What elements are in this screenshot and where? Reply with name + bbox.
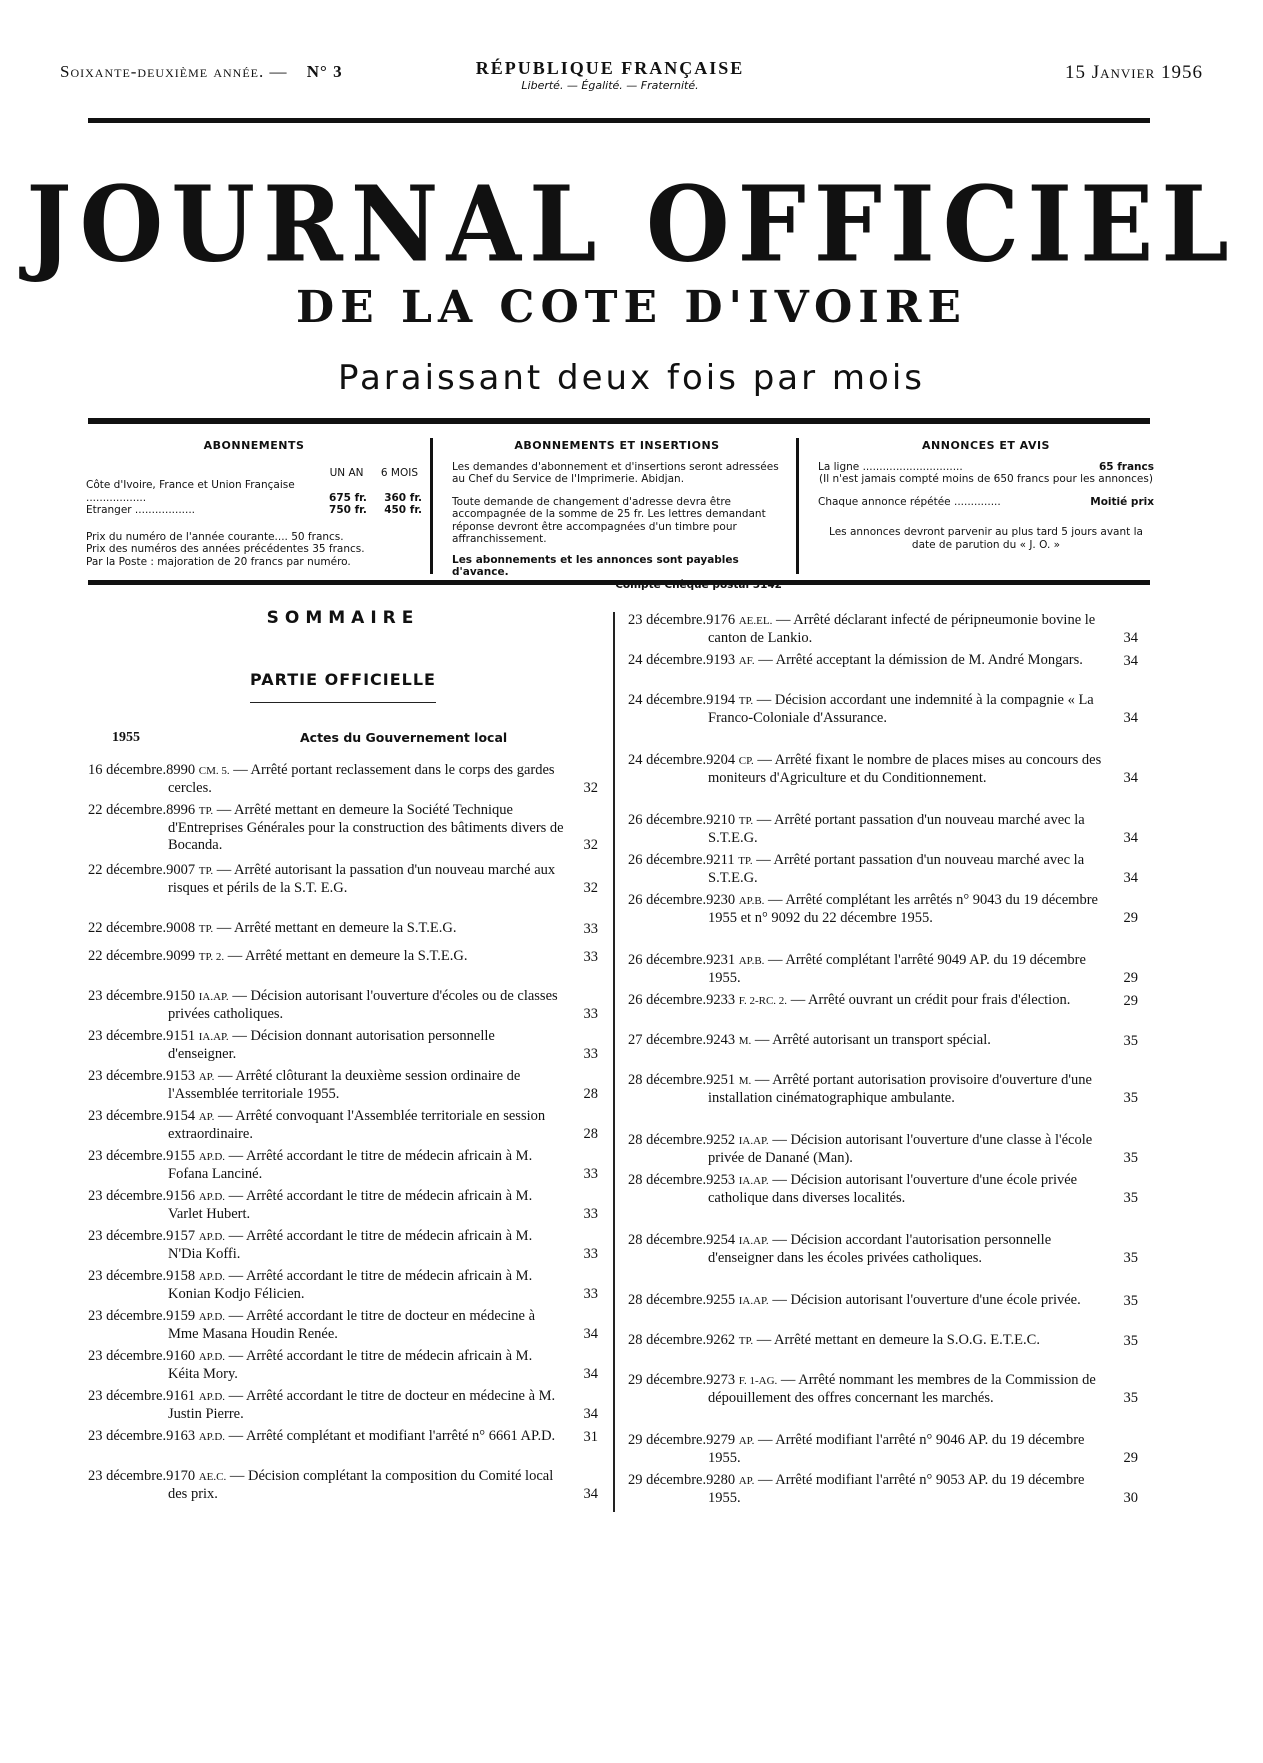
issue-number: N° 3	[306, 62, 343, 81]
entry-text: — Arrêté nommant les membres de la Commission de dépouillement des offres concernant les marchés.	[708, 1372, 1096, 1406]
boxes-bottom-rule	[88, 580, 1150, 585]
entry-code: M.	[738, 1075, 752, 1087]
row2-prices: 750 fr. 450 fr.	[329, 504, 422, 516]
row1-label: Côte d'Ivoire, France et Union Française ..................	[86, 479, 295, 504]
entry-text: — Décision complétant la composition du Comité local des prix.	[168, 1468, 554, 1502]
sommaire-title: SOMMAIRE	[266, 608, 420, 628]
year-label: Soixante-deuxième année. — N° 3	[60, 62, 343, 81]
contents-entry	[628, 1292, 1138, 1310]
entry-number: 9156	[166, 1188, 196, 1204]
entry-date: 22 décembre.	[88, 802, 167, 818]
entry-number: 9176	[706, 612, 736, 628]
entry-date: 22 décembre.	[88, 862, 167, 878]
entry-page: 35	[1123, 1190, 1138, 1206]
entry-number: 8996	[166, 802, 196, 818]
entry-number: 9151	[166, 1028, 196, 1044]
annonces-delai: Les annonces devront parvenir au plus tard 5 jours avant la date de parution du « J. O. »	[829, 526, 1143, 551]
entry-date: 23 décembre.	[88, 1428, 167, 1444]
entry-text: — Arrêté modifiant l'arrêté n° 9053 AP. du 19 décembre 1955.	[708, 1472, 1085, 1506]
box-divider-2	[796, 438, 799, 574]
entry-page: 32	[583, 837, 598, 853]
entry-date: 26 décembre.	[628, 992, 707, 1008]
entry-date: 23 décembre.	[628, 612, 707, 628]
entry-date: 23 décembre.	[88, 1108, 167, 1124]
column-separator	[613, 612, 615, 1512]
row2-label: Etranger ..................	[86, 504, 196, 516]
entry-date: 23 décembre.	[88, 1068, 167, 1084]
entry-code: TP.	[738, 1335, 754, 1347]
entry-date: 28 décembre.	[628, 1292, 707, 1308]
entry-code: TP.	[738, 695, 754, 707]
entry-number: 9243	[706, 1032, 736, 1048]
contents-entry	[628, 652, 1138, 670]
entry-number: 9158	[166, 1268, 196, 1284]
entry-page: 33	[583, 949, 598, 965]
entry-page: 32	[583, 880, 598, 896]
entry-number: 9211	[706, 852, 735, 868]
contents-entry	[628, 1372, 1138, 1407]
entry-text: — Décision accordant une indemnité à la compagnie « La Franco-Coloniale d'Assurance.	[708, 692, 1094, 726]
entry-number: 9155	[166, 1148, 196, 1164]
entry-code: AP.D.	[198, 1231, 226, 1243]
entry-number: 9255	[706, 1292, 736, 1308]
contents-entry	[88, 988, 598, 1023]
entry-date: 23 décembre.	[88, 1188, 167, 1204]
entry-code: TP.	[198, 923, 214, 935]
entry-page: 28	[583, 1126, 598, 1142]
entry-date: 29 décembre.	[628, 1472, 707, 1488]
entry-number: 9163	[166, 1428, 196, 1444]
entry-page: 34	[1123, 870, 1138, 886]
contents-entry	[88, 802, 598, 854]
insertions-p3: Les abonnements et les annonces sont payables d'avance.	[452, 553, 739, 578]
contents-entry	[88, 762, 598, 797]
entry-text: — Arrêté fixant le nombre de places mises au concours des moniteurs d'Agriculture et du Conditionnement.	[708, 752, 1102, 786]
entry-code: IA.AP.	[738, 1175, 769, 1187]
entry-text: — Décision autorisant l'ouverture d'écoles ou de classes privées catholiques.	[168, 988, 558, 1022]
entry-code: AP.B.	[738, 895, 765, 907]
box-divider-1	[430, 438, 433, 574]
entry-text: — Arrêté autorisant un transport spécial.	[754, 1032, 991, 1048]
entry-text: — Arrêté acceptant la démission de M. André Mongars.	[758, 652, 1083, 668]
entry-code: AP.D.	[198, 1191, 226, 1203]
entry-code: AP.	[198, 1071, 215, 1083]
republic-block	[430, 58, 790, 92]
republic-motto: Liberté. — Égalité. — Fraternité.	[521, 79, 699, 92]
contents-entry	[88, 862, 598, 897]
entry-page: 35	[1123, 1390, 1138, 1406]
entry-text: — Arrêté accordant le titre de médecin africain à M. N'Dia Koffi.	[168, 1228, 533, 1262]
issue-date: 15 Janvier 1956	[1065, 62, 1203, 83]
contents-entry	[88, 1188, 598, 1223]
contents-entry	[88, 1388, 598, 1423]
sommaire-section: Actes du Gouvernement local	[300, 730, 508, 745]
contents-entry	[628, 952, 1138, 987]
abonnements-row-1	[86, 479, 422, 504]
entry-text: — Arrêté portant reclassement dans le corps des gardes cercles.	[168, 762, 555, 796]
entry-number: 9210	[706, 812, 736, 828]
entry-text: — Décision autorisant l'ouverture d'une école privée.	[772, 1292, 1081, 1308]
entry-date: 29 décembre.	[628, 1372, 707, 1388]
entry-page: 33	[583, 1006, 598, 1022]
contents-entry	[628, 892, 1138, 927]
entry-code: AP.	[738, 1475, 755, 1487]
entry-date: 23 décembre.	[88, 1468, 167, 1484]
entry-code: F. 1-AG.	[738, 1375, 778, 1387]
contents-entry	[88, 1268, 598, 1303]
entry-page: 34	[1123, 830, 1138, 846]
journal-title: JOURNAL OFFICIEL	[26, 163, 1237, 286]
entry-code: TP.	[738, 815, 754, 827]
entry-code: IA.AP.	[198, 991, 229, 1003]
entry-text: — Arrêté accordant le titre de docteur en médecine à M. Justin Pierre.	[168, 1388, 556, 1422]
entry-date: 23 décembre.	[88, 1388, 167, 1404]
contents-entry	[88, 1108, 598, 1143]
contents-entry	[88, 1468, 598, 1503]
contents-entry	[628, 1472, 1138, 1507]
entry-page: 34	[1123, 770, 1138, 786]
entry-page: 29	[1123, 1450, 1138, 1466]
contents-entry	[628, 692, 1138, 727]
entry-date: 28 décembre.	[628, 1172, 707, 1188]
entry-text: — Décision autorisant l'ouverture d'une classe à l'école privée de Danané (Man).	[708, 1132, 1093, 1166]
entry-code: AP.D.	[198, 1151, 226, 1163]
contents-entry	[88, 1028, 598, 1063]
contents-entry	[628, 752, 1138, 787]
entry-text: — Décision donnant autorisation personnelle d'enseigner.	[168, 1028, 495, 1062]
entry-number: 9153	[166, 1068, 196, 1084]
annonces-title: ANNONCES ET AVIS	[922, 439, 1050, 452]
entry-number: 9273	[706, 1372, 736, 1388]
entry-number: 8990	[166, 762, 196, 778]
entry-number: 9161	[166, 1388, 196, 1404]
entry-code: TP.	[198, 865, 214, 877]
entry-date: 23 décembre.	[88, 1228, 167, 1244]
abonnements-row-2	[86, 504, 422, 517]
entry-date: 26 décembre.	[628, 852, 707, 868]
contents-entry	[88, 1348, 598, 1383]
contents-entry	[628, 812, 1138, 847]
entry-page: 34	[583, 1406, 598, 1422]
entry-page: 34	[1123, 630, 1138, 646]
entry-page: 33	[583, 1206, 598, 1222]
entry-date: 28 décembre.	[628, 1232, 707, 1248]
entry-number: 9280	[706, 1472, 736, 1488]
entry-page: 33	[583, 1286, 598, 1302]
entry-date: 26 décembre.	[628, 952, 707, 968]
repetee-row	[818, 496, 1154, 509]
contents-entry	[628, 852, 1138, 887]
entry-date: 22 décembre.	[88, 948, 167, 964]
entry-page: 29	[1123, 993, 1138, 1009]
entry-number: 9150	[166, 988, 196, 1004]
entry-number: 9157	[166, 1228, 196, 1244]
entry-date: 26 décembre.	[628, 892, 707, 908]
entry-text: — Arrêté mettant en demeure la S.T.E.G.	[227, 948, 468, 964]
ligne-label: La ligne ..............................	[818, 460, 963, 473]
entry-page: 35	[1123, 1033, 1138, 1049]
entry-text: — Arrêté accordant le titre de médecin africain à M. Konian Kodjo Félicien.	[168, 1268, 533, 1302]
entry-code: AF.	[738, 655, 755, 667]
entry-code: AP.B.	[738, 955, 765, 967]
entry-number: 9204	[706, 752, 736, 768]
ligne-value: 65 francs	[1098, 460, 1154, 473]
entry-code: AP.D.	[198, 1351, 226, 1363]
entry-text: — Arrêté complétant l'arrêté 9049 AP. du 19 décembre 1955.	[708, 952, 1086, 986]
entry-page: 30	[1123, 1490, 1138, 1506]
abonnements-columns	[86, 467, 422, 480]
contents-entry	[628, 1032, 1138, 1050]
entry-number: 9262	[706, 1332, 736, 1348]
contents-entry	[628, 1072, 1138, 1107]
contents-entry	[88, 1428, 598, 1446]
journal-subtitle: DE LA COTE D'IVOIRE	[296, 282, 967, 333]
entry-number: 9154	[166, 1108, 196, 1124]
entry-date: 24 décembre.	[628, 752, 707, 768]
contents-entry	[628, 1432, 1138, 1467]
entry-page: 33	[583, 1166, 598, 1182]
entry-date: 24 décembre.	[628, 692, 707, 708]
entry-text: — Arrêté accordant le titre de docteur en médecine à Mme Masana Houdin Renée.	[168, 1308, 536, 1342]
entry-code: F. 2-RC. 2.	[738, 995, 788, 1007]
journal-tagline: Paraissant deux fois par mois	[337, 358, 926, 398]
entry-page: 29	[1123, 910, 1138, 926]
abonnements-prix	[86, 531, 422, 569]
contents-entry	[88, 1148, 598, 1183]
entry-page: 31	[583, 1429, 598, 1445]
ligne-row	[818, 461, 1154, 474]
contents-entry	[628, 1172, 1138, 1207]
entry-code: IA.AP.	[738, 1135, 769, 1147]
entry-number: 9194	[706, 692, 736, 708]
col-6-mois: 6 MOIS	[380, 466, 418, 479]
entry-text: — Arrêté ouvrant un crédit pour frais d'élection.	[790, 992, 1071, 1008]
entry-page: 35	[1123, 1150, 1138, 1166]
entry-page: 34	[583, 1486, 598, 1502]
prix-line-3: Par la Poste : majoration de 20 francs par numéro.	[86, 555, 351, 568]
contents-entry	[88, 948, 598, 966]
annonces-minimum: (Il n'est jamais compté moins de 650 francs pour les annonces)	[819, 473, 1153, 485]
repetee-label: Chaque annonce répétée ..............	[818, 495, 1001, 508]
entry-page: 35	[1123, 1293, 1138, 1309]
prix-line-2: Prix des numéros des années précédentes 35 francs.	[86, 543, 365, 555]
entry-page: 35	[1123, 1090, 1138, 1106]
entry-text: — Arrêté clôturant la deuxième session ordinaire de l'Assemblée territoriale 1955.	[168, 1068, 521, 1102]
entry-page: 34	[1123, 710, 1138, 726]
entry-number: 9007	[166, 862, 196, 878]
entry-code: AE.EL.	[738, 615, 773, 627]
entry-code: IA.AP.	[738, 1235, 769, 1247]
contents-entry	[628, 1132, 1138, 1167]
entry-text: — Arrêté portant passation d'un nouveau marché avec la S.T.E.G.	[708, 812, 1085, 846]
entry-text: — Décision accordant l'autorisation personnelle d'enseigner dans les écoles privées catholiques.	[708, 1232, 1052, 1266]
entry-code: AP.	[198, 1111, 215, 1123]
entry-page: 35	[1123, 1250, 1138, 1266]
entry-text: — Arrêté mettant en demeure la S.T.E.G.	[216, 920, 457, 936]
entry-code: AE.C.	[198, 1471, 227, 1483]
entry-code: AP.D.	[198, 1431, 226, 1443]
entry-number: 9279	[706, 1432, 736, 1448]
entry-date: 23 décembre.	[88, 1028, 167, 1044]
entry-number: 9160	[166, 1348, 196, 1364]
entry-text: — Arrêté portant passation d'un nouveau marché avec la S.T.E.G.	[708, 852, 1085, 886]
insertions-title: ABONNEMENTS ET INSERTIONS	[514, 439, 720, 452]
entry-number: 9170	[166, 1468, 196, 1484]
entry-text: — Arrêté portant autorisation provisoire d'ouverture d'une installation cinématographique ambulante.	[708, 1072, 1092, 1106]
boxes-top-rule	[88, 418, 1150, 424]
partie-rule	[250, 702, 436, 703]
repetee-value: Moitié prix	[1090, 495, 1154, 508]
entry-date: 28 décembre.	[628, 1132, 707, 1148]
entry-text: — Arrêté accordant le titre de médecin africain à M. Kéita Mory.	[168, 1348, 533, 1382]
entry-number: 9231	[706, 952, 736, 968]
entry-code: TP.	[198, 805, 214, 817]
partie-officielle: PARTIE OFFICIELLE	[250, 670, 436, 689]
entry-code: CP.	[738, 755, 754, 767]
entry-page: 34	[583, 1366, 598, 1382]
entry-number: 9233	[706, 992, 736, 1008]
entry-page: 33	[583, 1046, 598, 1062]
prix-line-1: Prix du numéro de l'année courante.... 50 francs.	[86, 530, 344, 543]
insertions-p2: Toute demande de changement d'adresse devra être accompagnée de la somme de 25 fr. Les lettres demandant réponse devront être accompagnées d'un timbre pour affranchissement.	[452, 495, 766, 545]
contents-entry	[628, 992, 1138, 1010]
sommaire-year: 1955	[112, 730, 140, 745]
entry-page: 34	[1123, 653, 1138, 669]
row1-prices: 675 fr. 360 fr.	[329, 491, 422, 504]
entry-date: 27 décembre.	[628, 1032, 707, 1048]
entry-code: TP. 2.	[198, 951, 225, 963]
header-rule	[88, 118, 1150, 123]
entry-text: — Arrêté déclarant infecté de péripneumonie bovine le canton de Lankio.	[708, 612, 1096, 646]
entry-number: 9193	[706, 652, 736, 668]
entry-date: 24 décembre.	[628, 652, 707, 668]
entry-number: 9099	[166, 948, 196, 964]
entry-page: 34	[583, 1326, 598, 1342]
entry-text: — Arrêté modifiant l'arrêté n° 9046 AP. du 19 décembre 1955.	[708, 1432, 1085, 1466]
contents-entry	[628, 612, 1138, 647]
entry-page: 28	[583, 1086, 598, 1102]
entry-code: AP.D.	[198, 1311, 226, 1323]
entry-text: — Arrêté mettant en demeure la S.O.G. E.T.E.C.	[756, 1332, 1040, 1348]
annonces-box	[818, 440, 1154, 551]
entry-code: AP.D.	[198, 1271, 226, 1283]
entry-date: 23 décembre.	[88, 1268, 167, 1284]
entry-date: 23 décembre.	[88, 1308, 167, 1324]
entry-text: — Arrêté autorisant la passation d'un nouveau marché aux risques et périls de la S.T. E.G.	[168, 862, 556, 896]
entry-date: 28 décembre.	[628, 1332, 707, 1348]
entry-text: — Arrêté complétant et modifiant l'arrêté n° 6661 AP.D.	[228, 1428, 556, 1444]
contents-entry	[628, 1332, 1138, 1350]
entry-text: — Arrêté convoquant l'Assemblée territoriale en session extraordinaire.	[168, 1108, 546, 1142]
col-un-an: UN AN	[329, 466, 364, 479]
contents-entry	[628, 1232, 1138, 1267]
entry-date: 23 décembre.	[88, 1348, 167, 1364]
republic-name: RÉPUBLIQUE FRANÇAISE	[475, 58, 745, 78]
abonnements-box	[86, 440, 422, 568]
entry-code: IA.AP.	[738, 1295, 769, 1307]
entry-text: — Arrêté mettant en demeure la Société Technique d'Entreprises Générales pour la construction des bâtiments divers de Bocanda.	[168, 802, 564, 853]
entry-page: 35	[1123, 1333, 1138, 1349]
entry-date: 29 décembre.	[628, 1432, 707, 1448]
entry-number: 9230	[706, 892, 736, 908]
entry-number: 9254	[706, 1232, 736, 1248]
entry-code: CM. 5.	[198, 765, 230, 777]
entry-text: — Arrêté accordant le titre de médecin africain à M. Varlet Hubert.	[168, 1188, 533, 1222]
entry-number: 9253	[706, 1172, 736, 1188]
entry-date: 28 décembre.	[628, 1072, 707, 1088]
entry-code: M.	[738, 1035, 752, 1047]
contents-entry	[88, 920, 598, 938]
entry-text: — Arrêté accordant le titre de médecin africain à M. Fofana Lanciné.	[168, 1148, 533, 1182]
entry-date: 23 décembre.	[88, 1148, 167, 1164]
abonnements-title: ABONNEMENTS	[203, 439, 305, 452]
entry-number: 9252	[706, 1132, 736, 1148]
entry-date: 16 décembre.	[88, 762, 167, 778]
entry-date: 26 décembre.	[628, 812, 707, 828]
entry-code: TP.	[738, 855, 753, 867]
entry-number: 9251	[706, 1072, 736, 1088]
insertions-p1: Les demandes d'abonnement et d'insertions seront adressées au Chef du Service de l'Imprimerie. Abidjan.	[452, 460, 779, 485]
insertions-box	[452, 440, 782, 591]
entry-code: IA.AP.	[198, 1031, 229, 1043]
entry-text: — Décision autorisant l'ouverture d'une école privée catholique dans diverses localités.	[708, 1172, 1078, 1206]
entry-page: 32	[583, 780, 598, 796]
entry-date: 22 décembre.	[88, 920, 167, 936]
entry-code: AP.D.	[198, 1391, 226, 1403]
entry-number: 9159	[166, 1308, 196, 1324]
entry-page: 29	[1123, 970, 1138, 986]
contents-entry	[88, 1228, 598, 1263]
entry-text: — Arrêté complétant les arrêtés n° 9043 du 19 décembre 1955 et n° 9092 du 22 décembre 1955.	[708, 892, 1098, 926]
entry-date: 23 décembre.	[88, 988, 167, 1004]
entry-page: 33	[583, 1246, 598, 1262]
entry-number: 9008	[166, 920, 196, 936]
entry-code: AP.	[738, 1435, 755, 1447]
contents-entry	[88, 1308, 598, 1343]
contents-entry	[88, 1068, 598, 1103]
entry-page: 33	[583, 921, 598, 937]
